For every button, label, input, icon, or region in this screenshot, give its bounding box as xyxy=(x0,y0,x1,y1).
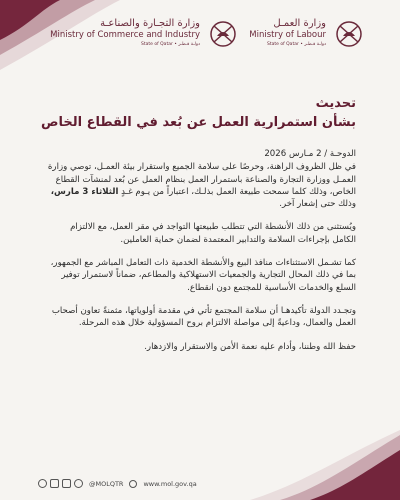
paragraph-3: كما تشـمل الاستثناءات منافذ البيع والأنشطة الخدمية ذات التعامل المباشر مع الجمهور، بما في ذلك المحال التجارية والجمعيات الاستهلاكية والمطاعم، ضماناً لاستمرار توفير السلع والخدمات الأساسية للمجتمع دون انقطاع. xyxy=(50,258,356,293)
header xyxy=(0,0,400,80)
social-icons xyxy=(38,479,83,488)
paragraph-4: وتجـدد الدولة تأكيدهـا أن سلامة المجتمع تأتي في مقدمة أولوياتها، مثمنةً تعاون أصحاب العمل والعمال، وداعيةً إلى مواصلة الالتزام بروح المسؤولية خلال هذه المرحلة. xyxy=(51,305,356,329)
footer-decoration xyxy=(250,430,400,500)
paragraph-1 xyxy=(44,161,356,210)
x-icon[interactable] xyxy=(62,479,71,488)
labour-state: State of Qatar • دولـة قـطـر xyxy=(267,42,326,47)
ministry-commerce-logo xyxy=(50,18,240,50)
commerce-state: State of Qatar • دولـة قـطـر xyxy=(141,42,200,47)
social-handle[interactable]: @MOLQTR xyxy=(89,479,124,488)
commerce-name-en: Ministry of Commerce and Industry xyxy=(50,30,200,40)
paragraph-1-end: وذلك حتى إشعار آخر. xyxy=(279,199,356,210)
qatar-emblem-icon xyxy=(332,18,366,50)
labour-name-ar: وزارة العمـل xyxy=(273,18,326,29)
footer xyxy=(0,430,400,500)
labour-name-en: Ministry of Labour xyxy=(249,30,326,40)
paragraph-2: ويُستثنى من ذلك الأنشطة التي تتطلب طبيعتها التواجد في مقر العمل، مع الالتزام الكامل بإجراءات السلامة والتدابير المعتمدة لضمان حماية العاملين. xyxy=(70,222,356,245)
title-line-2: بشأن استمرارية العمل عن بُعد في القطاع الخاص xyxy=(41,115,356,130)
commerce-name-ar: وزارة التجـارة والصناعـة xyxy=(100,18,200,29)
announcement-title xyxy=(41,95,356,133)
facebook-icon[interactable] xyxy=(50,479,59,488)
footer-contact xyxy=(38,479,197,488)
title-line-1: تحديث xyxy=(315,96,356,111)
paragraph-1-date-highlight: الثلاثاء 3 مارس، xyxy=(50,186,119,197)
date-line: الدوحـة / 2 مـارس 2026 xyxy=(264,149,356,159)
instagram-icon[interactable] xyxy=(38,479,47,488)
globe-icon xyxy=(129,480,137,488)
paragraph-1-start: في ظل الظروف الراهنة، وحرصًا على سلامة الجميع واستقرار بيئة العمـل، توصي وزارة العمـل ووزارة التجارة والصناعة باستمرار العمل بنظام العمل عن بُعد لمنشآت القطاع الخاص، وذلك كلما سمحت طبيعة العمل بذلـك، اعتباراً من يـوم غـدٍ xyxy=(47,162,356,197)
youtube-icon[interactable] xyxy=(74,479,83,488)
website-link[interactable]: www.mol.gov.qa xyxy=(143,479,197,488)
announcement-body xyxy=(44,148,356,364)
qatar-emblem-icon xyxy=(206,18,240,50)
ministry-labour-logo xyxy=(249,18,366,50)
paragraph-5: حفظ الله وطننا، وأدام عليه نعمة الأمن والاستقرار والازدهار. xyxy=(144,341,356,352)
